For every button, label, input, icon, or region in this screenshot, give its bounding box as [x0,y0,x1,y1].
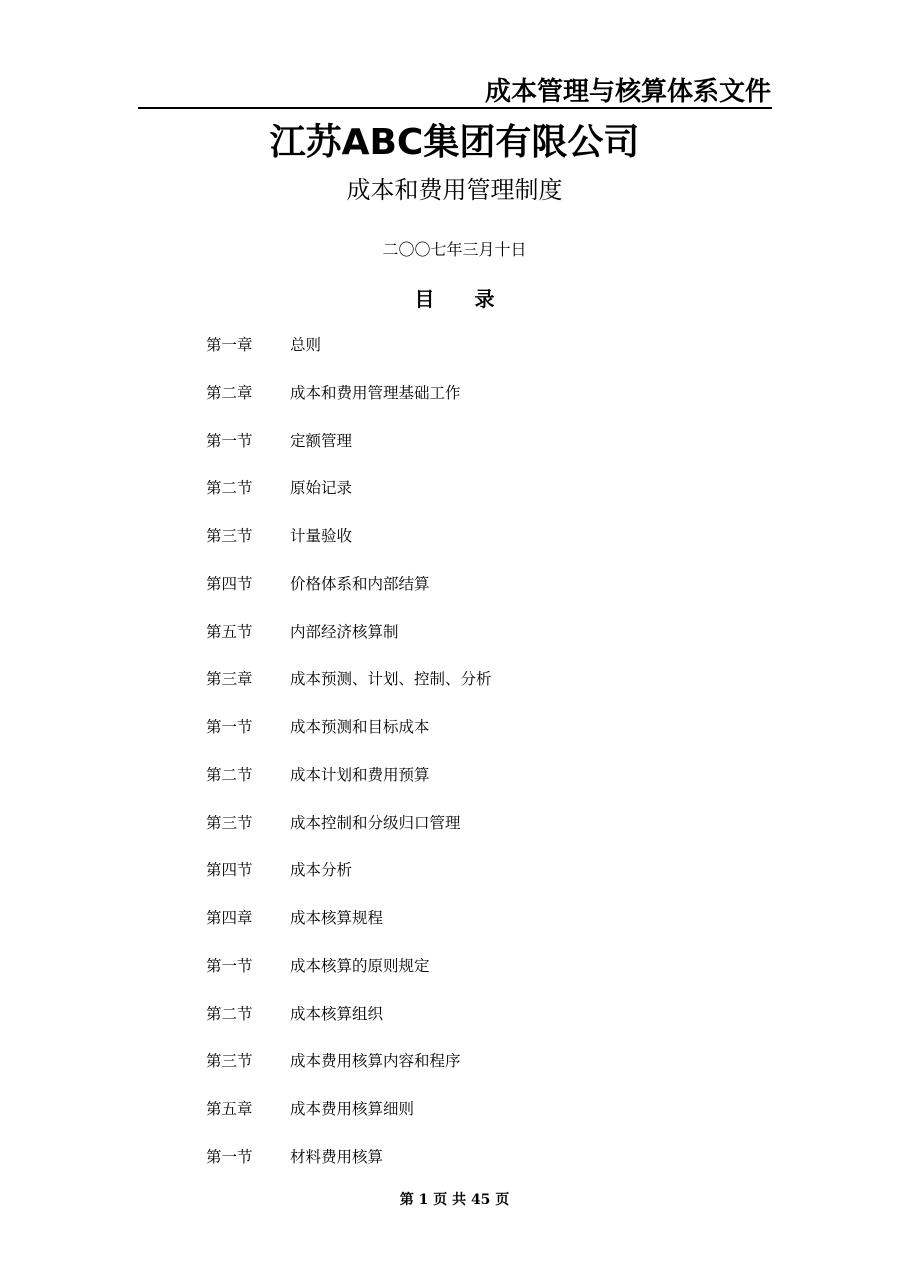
toc-entry[interactable] [206,476,766,524]
toc-entry-number: 第三节 [206,527,253,545]
toc-entry-number: 第一章 [206,336,253,354]
toc-entry-number: 第二章 [206,383,253,402]
toc-entry-title: 内部经济核算制 [290,622,399,641]
toc-entry-number: 第一节 [206,956,253,975]
toc-entry[interactable] [206,381,766,429]
toc-entry-number: 第一节 [206,718,253,736]
toc-entry-number: 第五节 [206,622,253,641]
toc-entry-number: 第四章 [206,909,253,927]
toc-entry-title: 成本分析 [290,861,353,880]
toc-entry-title: 成本预测和目标成本 [290,718,430,736]
toc-entry[interactable] [206,763,766,811]
toc-entry-title: 成本计划和费用预算 [290,765,430,784]
toc-entry-title: 成本控制和分级归口管理 [290,813,461,832]
toc-entry[interactable] [206,524,766,572]
toc-entry-title: 定额管理 [290,431,353,450]
toc-entry-number: 第二节 [206,1004,253,1023]
toc-entry-title: 成本核算规程 [290,909,384,927]
toc-entry-number: 第一节 [206,1147,253,1166]
toc-entry-number: 第四节 [206,861,253,880]
toc-entry[interactable] [206,715,766,763]
toc-entry[interactable] [206,429,766,477]
toc-entry[interactable] [206,1002,766,1050]
toc-entry[interactable] [206,906,766,954]
toc-entry[interactable] [206,620,766,668]
toc-heading [0,284,909,314]
toc-entry[interactable] [206,333,766,381]
toc-entry[interactable] [206,858,766,906]
document-date: 二〇〇七年三月十日 [382,240,527,259]
toc-entry-title: 总则 [290,336,322,354]
header-rule [138,107,772,109]
toc-entry-title: 价格体系和内部结算 [290,574,430,593]
toc-entry[interactable] [206,667,766,715]
toc-entry-title: 成本核算组织 [290,1004,384,1023]
toc-entry-title: 原始记录 [290,479,353,498]
toc-heading-right: 录 [474,287,495,311]
toc-entry-title: 计量验收 [290,527,353,545]
company-name: 江苏ABC集团有限公司 [269,122,640,163]
toc-entry-title: 成本预测、计划、控制、分析 [290,670,492,689]
toc-entry[interactable] [206,811,766,859]
toc-heading-left: 目 [414,287,435,311]
toc-entry-title: 成本核算的原则规定 [290,956,430,975]
toc-entry[interactable] [206,954,766,1002]
toc-entry-number: 第二节 [206,479,253,498]
toc-entry-title: 成本和费用管理基础工作 [290,383,461,402]
toc-entry-number: 第四节 [206,574,253,593]
toc-entry-number: 第五章 [206,1100,253,1118]
toc-entry-number: 第三章 [206,670,253,689]
toc-entry-number: 第三节 [206,813,253,832]
running-header-title: 成本管理与核算体系文件 [484,77,771,107]
toc-entry[interactable] [206,1049,766,1097]
toc-entry[interactable] [206,1097,766,1145]
table-of-contents [206,333,766,1193]
toc-entry-number: 第一节 [206,431,253,450]
page-number-footer: 第 1 页 共 45 页 [399,1192,510,1208]
toc-entry-number: 第二节 [206,765,253,784]
document-title: 成本和费用管理制度 [346,176,563,204]
toc-entry[interactable] [206,1145,766,1193]
toc-entry-title: 材料费用核算 [290,1147,384,1166]
toc-entry-title: 成本费用核算细则 [290,1100,415,1118]
toc-entry[interactable] [206,572,766,620]
toc-entry-title: 成本费用核算内容和程序 [290,1052,461,1071]
toc-entry-number: 第三节 [206,1052,253,1071]
